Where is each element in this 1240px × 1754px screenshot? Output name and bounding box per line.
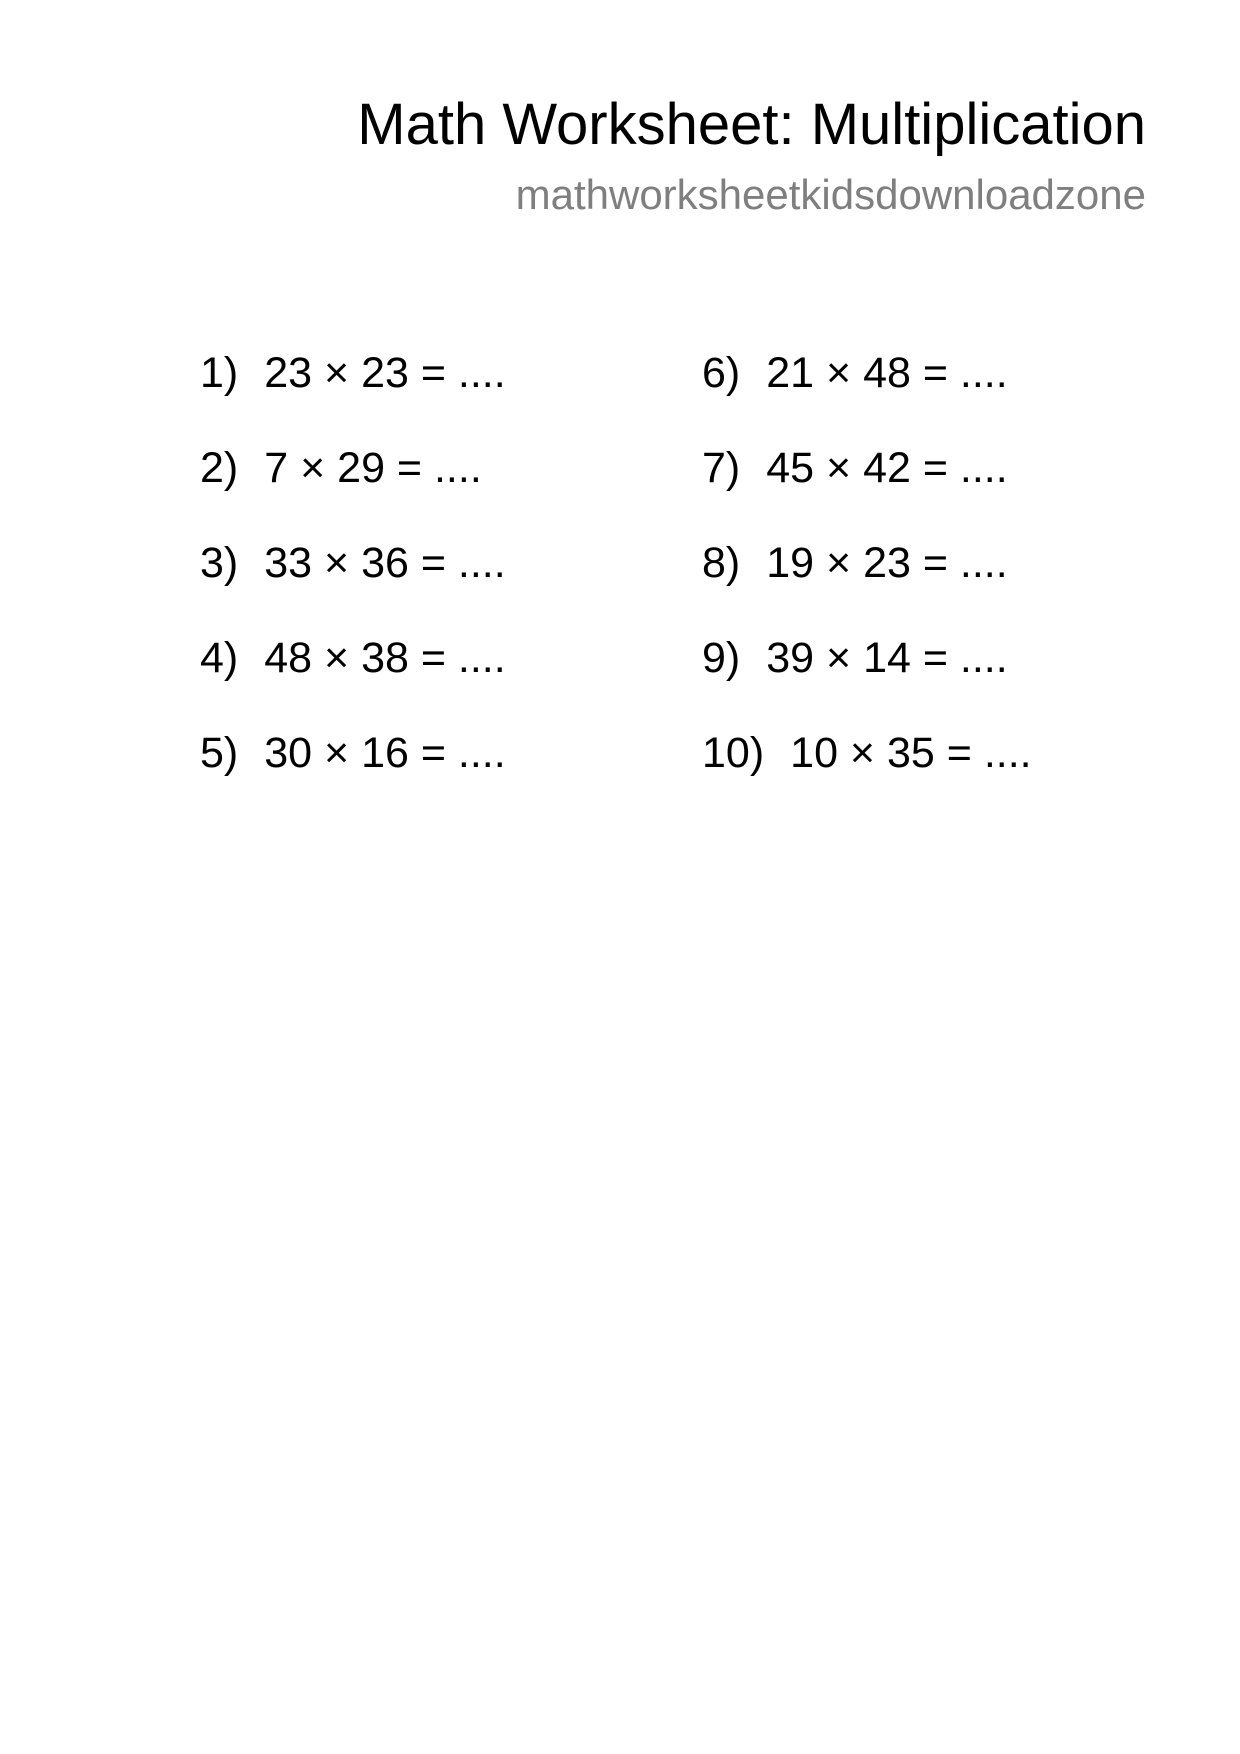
problem-item <box>200 628 506 723</box>
problem-number: 2) <box>200 444 239 492</box>
problem-expression: 39 × 14 = .... <box>766 634 1008 682</box>
problem-column-right <box>702 343 1032 818</box>
problem-number: 6) <box>702 349 741 397</box>
problem-expression: 33 × 36 = .... <box>264 539 506 587</box>
page-title: Math Worksheet: Multiplication <box>357 92 1146 157</box>
problem-item <box>702 533 1032 628</box>
problem-item <box>702 723 1032 818</box>
worksheet-header <box>357 92 1146 219</box>
problem-number: 9) <box>702 634 741 682</box>
problem-expression: 21 × 48 = .... <box>766 349 1008 397</box>
problem-item <box>702 628 1032 723</box>
problem-number: 3) <box>200 539 239 587</box>
problem-number: 5) <box>200 729 239 777</box>
problem-item <box>702 438 1032 533</box>
problem-number: 10) <box>702 729 765 777</box>
problem-column-left <box>200 343 506 818</box>
problem-item <box>702 343 1032 438</box>
problem-expression: 7 × 29 = .... <box>264 444 482 492</box>
problem-expression: 23 × 23 = .... <box>264 349 506 397</box>
page-subtitle: mathworksheetkidsdownloadzone <box>515 170 1146 218</box>
problem-number: 8) <box>702 539 741 587</box>
problem-number: 7) <box>702 444 741 492</box>
problem-expression: 10 × 35 = .... <box>790 729 1032 777</box>
problem-item <box>200 343 506 438</box>
problem-number: 1) <box>200 349 239 397</box>
problem-expression: 48 × 38 = .... <box>264 634 506 682</box>
problem-expression: 30 × 16 = .... <box>264 729 506 777</box>
problem-item <box>200 438 506 533</box>
problem-item <box>200 533 506 628</box>
problem-expression: 19 × 23 = .... <box>766 539 1008 587</box>
problem-expression: 45 × 42 = .... <box>766 444 1008 492</box>
problem-number: 4) <box>200 634 239 682</box>
problem-item <box>200 723 506 818</box>
